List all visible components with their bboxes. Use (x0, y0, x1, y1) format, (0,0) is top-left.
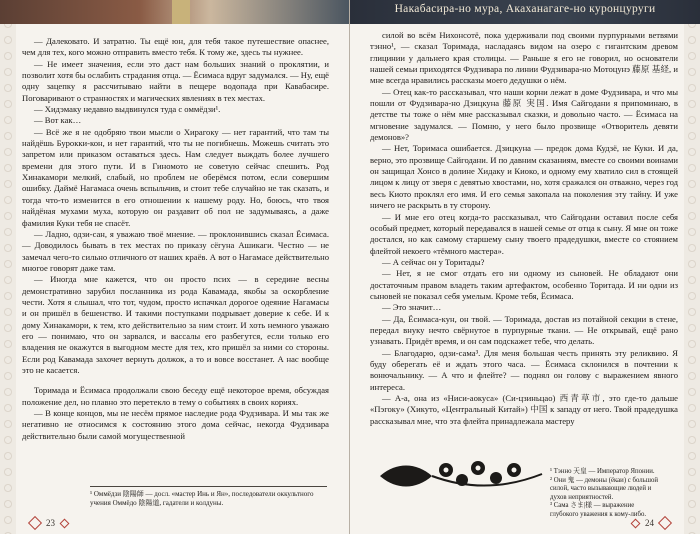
footnotes (550, 468, 662, 519)
right-page-text (370, 30, 678, 427)
left-page-text (22, 36, 329, 442)
paragraph: — А-а, она из «Ниси-аокуса» (Си-цзиньцао) 西青草市, это где-то дальше «Пэгоку» (Хикуто, «Центральный Китай») 中国 к западу от него. Твой прадедушка рассказывал мне, что эта флейта принадлежала мастеру (370, 393, 678, 426)
page-number-right (632, 518, 670, 528)
page-number-left (30, 518, 68, 528)
paragraph: — Вот как… (34, 115, 82, 126)
paragraph: — Нет, я не смог отдать его ни одному из сыновей. Не обладают они достаточным правом владеть таким артефактом, особенно Торитада. И ни одни из сыновей не показал себя умелым. Кроме тебя, Ёсимаса. (370, 268, 678, 301)
footnote: ³ Сама さま|様 — выражение глубокого уважения к кому-либо. (550, 502, 647, 518)
running-head-banner (350, 0, 700, 24)
page-border-pattern (684, 0, 700, 534)
footnote: ¹ Тэнно 天皇 — Император Японии. (550, 468, 655, 475)
paragraph: — Это значит… (382, 302, 442, 313)
diamond-ornament-icon (28, 516, 42, 530)
floral-ornament-icon (376, 456, 544, 496)
paragraph: — В конце концов, мы не несём прямое наследие рода Фудзивара. И мы так же негативно не относимся к состоянию этого дома сейчас, некогда Фудзивара действительно были самой могущественной (22, 408, 329, 441)
paragraph: — Ладно, одзи-сан, я уважаю твоё мнение. — проклонившись сказал Ёсимаса. — Доводилось бывать в тех местах по приказу сёгуна Ашикаги. Честно — не замечал чего-то сильно отличного от наших краёв. А вот о Нагамасе действительно многое говорят даже там. (22, 228, 329, 273)
paragraph: — Отец как-то рассказывал, что наши корни лежат в доме Фудзивара, и что мы пошли от Фудзивара-но Дзицкуна 藤原 実国. Имя Сайгодани я припоминаю, в детстве ты тоже о нём мне рассказывал сказки, и довольно часто. — Ёсимаса на мгновение задумался. — Помню, у него было прозвище «Отворитель девяти демонов»? (370, 86, 678, 143)
paragraph: Торимада и Ёсимаса продолжали свою беседу ещё некоторое время, обсуждая положение дел, но плавно это перетекло в тему о событиях в своих кориях. (22, 385, 329, 407)
page-border-pattern (0, 0, 16, 534)
diamond-ornament-icon (658, 516, 672, 530)
paragraph: силой во всём Нихонсотё, пока удерживали под своими пурпурными ветвями тэнно¹, — сказал Торимада, насладаясь видом на озеро с гигантским древом глицинии у дальнего края столицы. — Раньше я его не говорил, но основатели нашей семьи приходятся Фудзивара по линии Фудзивара-но Мотоцунэ 藤原 基経, и мне всегда нравились рассказы моего дедушки о нём. (370, 30, 678, 86)
page-number: 24 (645, 518, 654, 528)
paragraph: — Не имеет значения, если это даст нам больших знаний о проклятии, и позволит хотя бы ослабить страдания отца. — Ёсимаса вдруг задумался. — Ну, ещё одну зацепку я рассчитываю найти в пещере водопада при Кавабасире. Поговаривают о странностях и магических явлениях в тех местах. (22, 58, 329, 103)
paragraph: — Благодарю, одзи-сама³. Для меня большая честь принять эту реликвию. Я буду оберегать её и ждать этого часа. — Ёсимаса склонился в почтении к вонючальнику. — А что и флейте? — поднял он голову с выражением явного интереса. (370, 347, 678, 392)
page-number: 23 (46, 518, 55, 528)
paragraph: — Нет, Торимаса ошибается. Дзицкуна — предок дома Кудзё, не Куки. И да, верно, это прозвище Сайгодани. И по давним сказаниям, вместе со своими воинами он защищал Хонсо в долине Хидаку и Киоко, и одному ему хватило сил в стоящей лицом к лицу от зверя с девятью хвостами, но, хотя сражался он отважно, через год весь Киото проклял его имя. И его семья закопала на поколения эту тайну. И уже ничего не раскрыть в ту сторону. (370, 143, 678, 211)
footnote: ¹ Оммёдзи 陰陽師 — досл. «мастер Инь и Ян», последователи оккультного учения Оммёдо 陰陽道, гадатели и колдуны. (90, 486, 327, 508)
paragraph: — Всё же я не одобряю твои мысли о Хирагоку — нет гарантий, что там ты найдёшь Бурокки-кон, и нет гарантий, что ты не погибнешь. Можешь считать это запретом или приказом оставаться здесь. Нам следует выждать более лучшего времени для этого пути. И в Гиномото не советую сейчас спешить. Род Хинакамори мелкий, слабый, но проблем не оберёмся потом, если совершим ошибку. Даймё Нагамаса очень вспыльчив, и стоит тебе случайно не так сказать, и тогда что-то изменится в его отношении к нашему роду. Но, боюсь, что твоя найдёная мухами муха, которую он раздавит об пол не задумываясь, а даже фамилия Куки тебя не спасёт. (22, 126, 329, 228)
paragraph: — Иногда мне кажется, что он просто псих — в середине весны демонстративно зарубил посланника из рода Кавамада, якобы за оскорбление чести. Хотя я слышал, что тот, чудом, просто испачкал дорогое одеяние Нагамасы и он пришёл в бешенство. И такими поступками подрывает доверие к себе. И к дому Хинакамори, к тем, кто действительно за ним стоит. И хоть немного уважаю его — понимаю, что он зарвался, и вассалы его разбегутся, если только его владения не окажутся в выгодном месте для тех, кто пришёл за ними со стороны. Если род Кавамада захочет вернуть должок, а то и вовсе восстанет. А нас вообще это не касается. (22, 274, 329, 375)
paragraph: — Далековато. И затратно. Ты ещё юн, для тебя такое путешествие опаснее, чем для тех, кого можно отправить вместо тебя. К тому же, здесь ты нужнее. (22, 36, 329, 58)
right-page (350, 0, 700, 534)
footnote: ² Они 鬼 — демоны (ёкаи) с большой силой, часто вызывающие людей и духов неприятностей. (550, 476, 659, 501)
diamond-ornament-icon (60, 518, 70, 528)
paragraph: — Хидэмаку недавно выдвинулся туда с оммёдзи¹. (34, 104, 221, 115)
running-head: Накабасира-но мура, Акаханагаге-но куронцуруги (394, 3, 656, 15)
paragraph: — А сейчас он у Торитады? (382, 256, 485, 267)
paragraph: — Да, Ёсимаса-кун, он твой. — Торимада, достав из потайной секции в стене, передал внуку нечто свёрнутое в пурпурные ткани. — Не открывай, ещё рано узнавать. Придёт время, и он сам подскажет тебе, что делать. (370, 313, 678, 347)
paragraph: — И мне его отец когда-то рассказывал, что Сайгодани оставил после себя особый предмет, который передавался в нашей семье от отца к сыну. Я мне он тоже достался, но как самому старшему сыну твоего прадедушки, вместе со стоянием флейтой некоего «тёмного мастера». (370, 211, 678, 256)
diamond-ornament-icon (631, 518, 641, 528)
header-artwork (0, 0, 350, 24)
